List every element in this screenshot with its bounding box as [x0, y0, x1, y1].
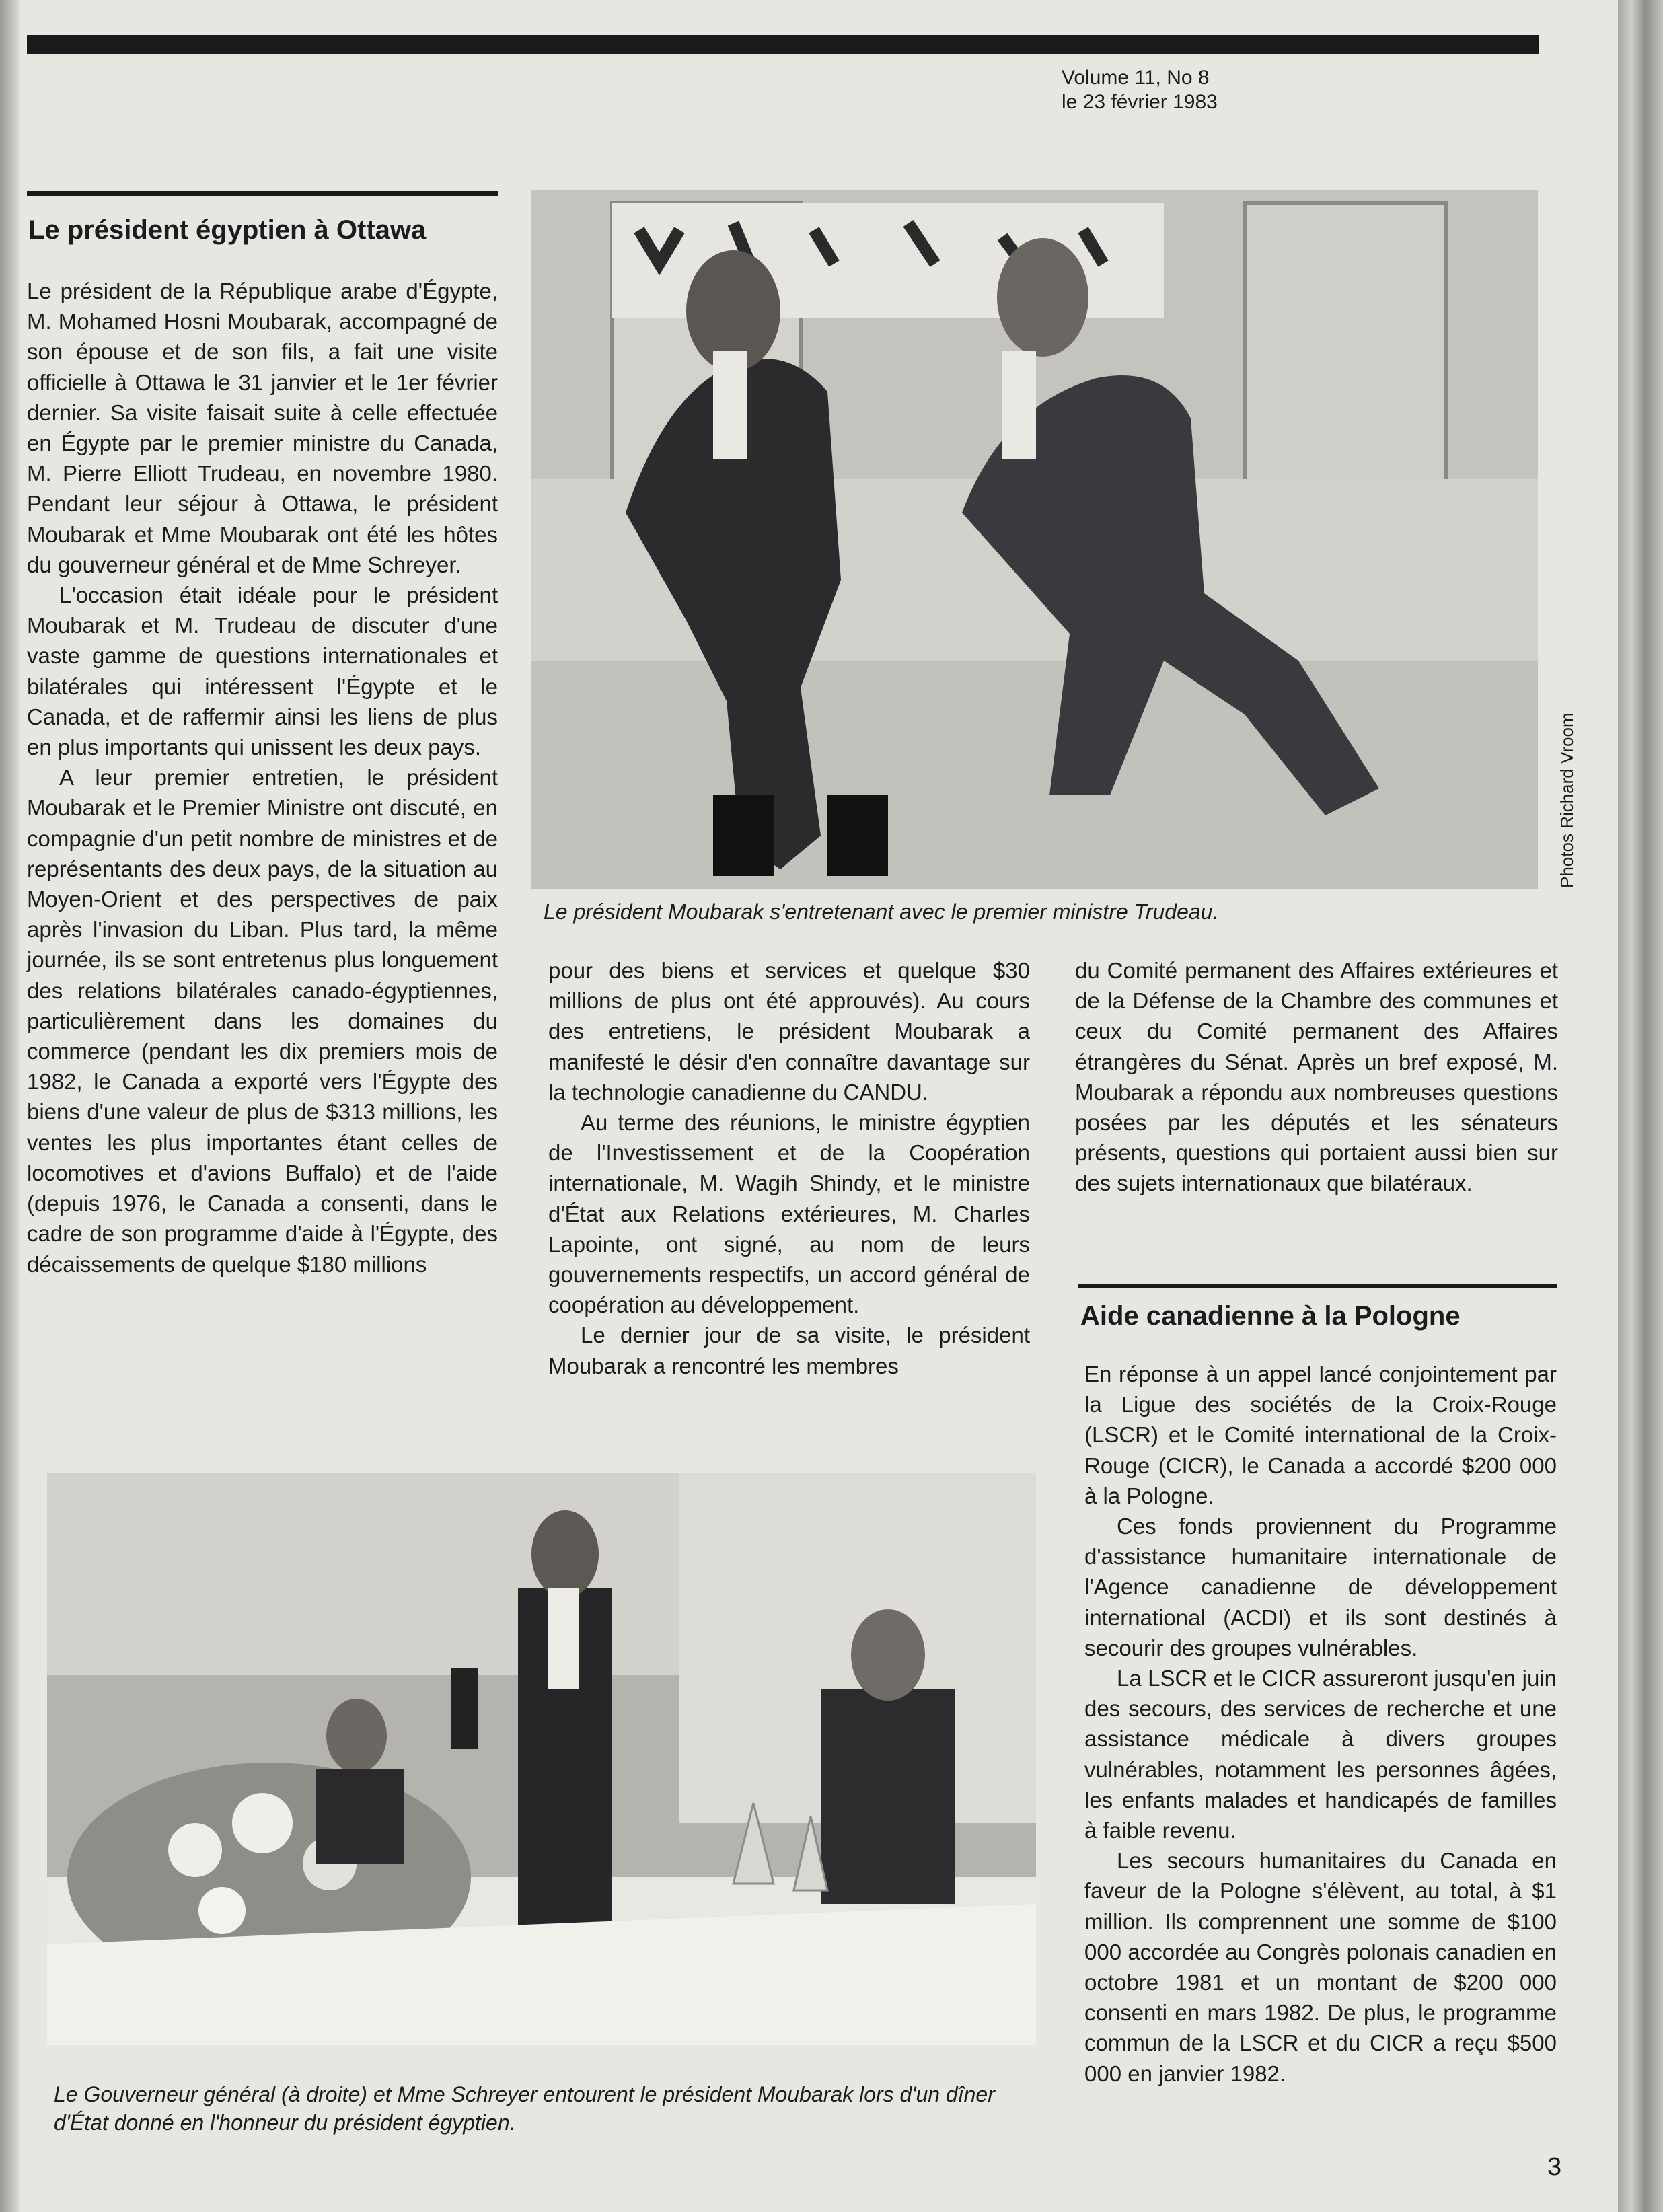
- article-column-3: [1075, 955, 1558, 1199]
- article-headline: Le président égyptien à Ottawa: [28, 215, 427, 245]
- photo-moubarak-trudeau: [531, 190, 1538, 889]
- paragraph: Le président de la République arabe d'Égypte, M. Mohamed Hosni Moubarak, accompagné de son épouse et de son fils, a fait une visite officielle à Ottawa le 31 janvier et le 1er février dernier. Sa visite faisait suite à celle effectuée en Égypte par le premier ministre du Canada, M. Pierre Elliott Trudeau, en novembre 1980. Pendant leur séjour à Ottawa, le président Moubarak et Mme Moubarak ont été les hôtes du gouverneur général et de Mme Schreyer.: [27, 279, 498, 577]
- photo-credit: Photos Richard Vroom: [1557, 712, 1577, 888]
- masthead: [1062, 66, 1218, 114]
- top-rule-bar: [27, 35, 1539, 54]
- photo-state-dinner: [47, 1473, 1036, 2045]
- paragraph: du Comité permanent des Affaires extérieures et de la Défense de la Chambre des communes et ceux du Comité permanent des Affaires étrangères du Sénat. Après un bref exposé, M. Moubarak a répondu aux nombreuses questions posées par les députés et les sénateurs présents, questions qui portaient aussi bien sur des sujets internationaux que bilatéraux.: [1075, 958, 1558, 1196]
- article-column-1: [27, 276, 498, 1280]
- paragraph: A leur premier entretien, le président Moubarak et le Premier Ministre ont discuté, en compagnie d'un petit nombre de ministres et de représentants des deux pays, de la situation au Moyen-Orient et des perspectives de paix après l'invasion du Liban. Plus tard, la même journée, ils se sont entretenus plus longuement des relations bilatérales canado-égyptiennes, particulièrement dans les domaines du commerce (pendant les dix premiers mois de 1982, le Canada a exporté vers l'Égypte des biens d'une valeur de plus de $313 millions, les ventes les plus importantes étant celles de locomotives et d'avions Buffalo) et de l'aide (depuis 1976, le Canada a consenti, dans le cadre de son programme d'aide à l'Égypte, des décaissements de quelque $180 millions: [27, 765, 498, 1277]
- volume-number: Volume 11, No 8: [1062, 67, 1210, 89]
- headline-rule: [27, 191, 498, 196]
- page-edge-binding: [1618, 0, 1663, 2212]
- paragraph: Le dernier jour de sa visite, le président Moubarak a rencontré les membres: [548, 1323, 1030, 1378]
- photo2-caption: Le Gouverneur général (à droite) et Mme Schreyer entourent le président Moubarak lors d'un dîner d'État donné en l'honneur du président égyptien.: [54, 2082, 995, 2135]
- paragraph: Ces fonds proviennent du Programme d'assistance humanitaire internationale de l'Agence canadienne de développement international (ACDI) et ils sont destinés à secourir des groupes vulnérables.: [1084, 1514, 1557, 1660]
- page-number: 3: [1547, 2153, 1562, 2181]
- article-column-2: [548, 955, 1030, 1381]
- headline-rule: [1078, 1284, 1557, 1288]
- paragraph: La LSCR et le CICR assureront jusqu'en juin des secours, des services de recherche et une assistance médicale à divers groupes vulnérables, notamment les personnes âgées, les enfants malades et handicapés de familles à faible revenu.: [1084, 1666, 1557, 1843]
- paragraph: Les secours humanitaires du Canada en faveur de la Pologne s'élèvent, au total, à $1 million. Ils comprennent une somme de $100 000 accordée au Congrès polonais canadien en octobre 1981 et un montant de $200 000 consenti en mars 1982. De plus, le programme commun de la LSCR et du CICR a reçu $500 000 en janvier 1982.: [1084, 1848, 1557, 2086]
- paragraph: pour des biens et services et quelque $30 millions de plus ont été approuvés). Au cours des entretiens, le président Moubarak a manifesté le désir d'en connaître davantage sur la technologie canadienne du CANDU.: [548, 958, 1030, 1105]
- paragraph: Au terme des réunions, le ministre égyptien de l'Investissement et de la Coopération internationale, M. Wagih Shindy, et le ministre d'État aux Relations extérieures, M. Charles Lapointe, ont signé, au nom de leurs gouvernements respectifs, un accord général de coopération au développement.: [548, 1110, 1030, 1318]
- paragraph: L'occasion était idéale pour le président Moubarak et M. Trudeau de discuter d'une vaste gamme de questions internationales et bilatérales qui intéressent l'Égypte et le Canada, et de raffermir ainsi les liens de plus en plus importants qui unissent les deux pays.: [27, 583, 498, 760]
- article-headline: Aide canadienne à la Pologne: [1080, 1301, 1461, 1331]
- photo1-caption: Le président Moubarak s'entretenant avec le premier ministre Trudeau.: [544, 899, 1219, 924]
- previous-page-edge: [0, 0, 19, 2212]
- paragraph: En réponse à un appel lancé conjointement par la Ligue des sociétés de la Croix-Rouge (LSCR) et le Comité international de la Croix-Rouge (CICR), le Canada a accordé $200 000 à la Pologne.: [1084, 1362, 1557, 1508]
- article-column-4: [1084, 1359, 1557, 2089]
- issue-date: le 23 février 1983: [1062, 91, 1218, 113]
